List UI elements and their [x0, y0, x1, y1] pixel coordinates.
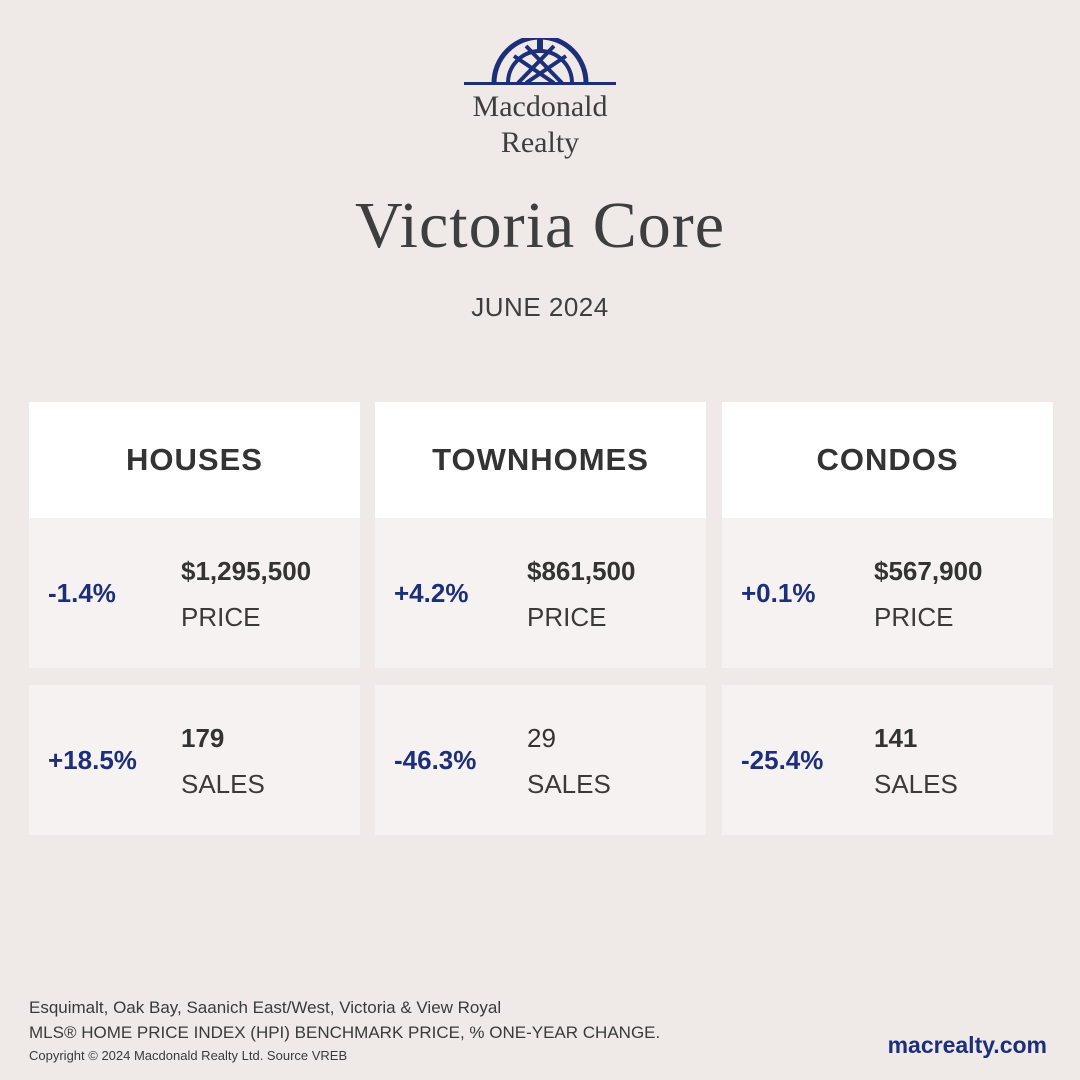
condos-price-change: +0.1% [741, 577, 816, 608]
houses-sales-value: 179 [181, 723, 225, 753]
townhomes-sales-card [375, 685, 706, 835]
houses-price-label: PRICE [181, 602, 261, 632]
page-title: Victoria Core [354, 189, 726, 262]
condos-sales-label: SALES [874, 769, 958, 799]
website-link[interactable]: macrealty.com [887, 1032, 1047, 1058]
footer-note: MLS® HOME PRICE INDEX (HPI) BENCHMARK PRICE, % ONE-YEAR CHANGE. [29, 1023, 661, 1042]
houses-sales-change: +18.5% [48, 744, 137, 775]
condos-sales-value: 141 [874, 723, 918, 753]
houses-header: HOUSES [29, 402, 360, 518]
footer-areas: Esquimalt, Oak Bay, Saanich East/West, Victoria & View Royal [29, 998, 502, 1017]
brand-name-line1: Macdonald [472, 90, 608, 123]
houses-sales-card [29, 685, 360, 835]
condos-header: CONDOS [722, 402, 1053, 518]
brand-name-line2: Realty [500, 126, 580, 159]
houses-sales-label: SALES [181, 769, 265, 799]
townhomes-sales-label: SALES [527, 769, 611, 799]
condos-sales-change: -25.4% [741, 744, 824, 775]
condos-sales-card [722, 685, 1053, 835]
townhomes-header: TOWNHOMES [375, 402, 706, 518]
footer-copyright: Copyright © 2024 Macdonald Realty Ltd. Source VREB [29, 1048, 348, 1063]
condos-price-card [722, 518, 1053, 668]
townhomes-price-label: PRICE [527, 602, 607, 632]
townhomes-price-card [375, 518, 706, 668]
brand-logo [440, 38, 640, 168]
macdonald-realty-logo-icon [464, 38, 616, 88]
townhomes-price-value: $861,500 [527, 556, 636, 586]
condos-price-value: $567,900 [874, 556, 983, 586]
townhomes-sales-value: 29 [527, 723, 556, 753]
houses-price-value: $1,295,500 [181, 556, 312, 586]
townhomes-price-change: +4.2% [394, 577, 469, 608]
townhomes-sales-change: -46.3% [394, 744, 477, 775]
condos-price-label: PRICE [874, 602, 954, 632]
houses-price-card [29, 518, 360, 668]
houses-price-change: -1.4% [48, 577, 116, 608]
report-month: JUNE 2024 [471, 292, 609, 322]
